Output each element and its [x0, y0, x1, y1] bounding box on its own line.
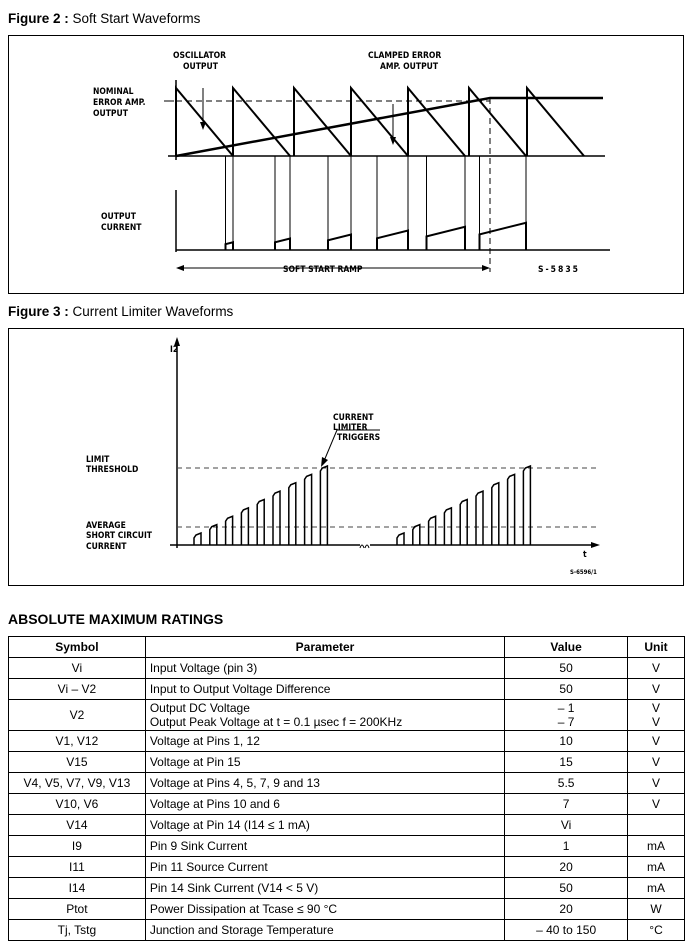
- svg-text:AMP. OUTPUT: AMP. OUTPUT: [380, 62, 439, 72]
- unit-cell-text: °C: [649, 923, 663, 937]
- parameter-cell: [145, 700, 504, 731]
- unit-cell: [628, 752, 685, 773]
- table-row: [9, 679, 685, 700]
- svg-text:THRESHOLD: THRESHOLD: [86, 465, 139, 475]
- parameter-cell-text: Voltage at Pin 14 (I14 ≤ 1 mA): [149, 818, 310, 832]
- table-header: [9, 637, 685, 658]
- parameter-cell-text: Voltage at Pins 4, 5, 7, 9 and 13: [149, 776, 320, 790]
- current-pulse: [257, 500, 264, 546]
- symbol-cell-text: Vi: [71, 661, 83, 675]
- unit-cell-text: V: [652, 701, 661, 715]
- unit-cell: [628, 920, 685, 941]
- table-row: [9, 773, 685, 794]
- value-cell-text: – 40 to 150: [536, 923, 597, 937]
- figure-2-labels: [93, 51, 580, 275]
- parameter-cell: [145, 679, 504, 700]
- value-cell: [505, 752, 628, 773]
- parameter-cell-text: Input to Output Voltage Difference: [149, 682, 331, 696]
- unit-cell: [628, 899, 685, 920]
- unit-cell: [628, 878, 685, 899]
- parameter-cell-text: Pin 9 Sink Current: [149, 839, 248, 853]
- current-pulse: [226, 516, 233, 545]
- oscillator-sawtooth: [408, 88, 465, 156]
- parameter-cell-text: Output Peak Voltage at t = 0.1 µsec f = 200KHz: [149, 715, 403, 729]
- value-cell: [505, 794, 628, 815]
- unit-cell: [628, 679, 685, 700]
- value-cell-text: 15: [559, 755, 573, 769]
- symbol-cell-text: Vi – V2: [57, 682, 97, 696]
- unit-cell-text: V: [652, 734, 661, 748]
- current-pulse: [492, 483, 499, 545]
- svg-text:LIMIT: LIMIT: [86, 455, 110, 465]
- unit-cell: [628, 836, 685, 857]
- svg-text:CURRENT: CURRENT: [86, 542, 127, 552]
- symbol-cell-text: V1, V12: [55, 734, 99, 748]
- unit-cell-text: mA: [647, 839, 665, 853]
- value-cell-text: 20: [559, 902, 573, 916]
- symbol-cell-text: Tj, Tstg: [57, 923, 97, 937]
- svg-text:TRIGGERS: TRIGGERS: [337, 433, 381, 443]
- parameter-cell-text: Voltage at Pins 10 and 6: [149, 797, 280, 811]
- value-cell-text: 10: [559, 734, 573, 748]
- symbol-cell: [9, 731, 146, 752]
- output-current-pulse: [480, 223, 527, 250]
- unit-cell-text: V: [652, 682, 661, 696]
- table-row: [9, 836, 685, 857]
- current-pulse: [508, 474, 515, 545]
- figure-3-labels: [86, 345, 597, 576]
- table-row: [9, 815, 685, 836]
- svg-text:ERROR AMP.: ERROR AMP.: [93, 98, 146, 108]
- parameter-cell-text: Pin 11 Source Current: [149, 860, 268, 874]
- current-pulse: [476, 491, 483, 545]
- svg-text:AVERAGE: AVERAGE: [86, 521, 126, 531]
- value-cell: [505, 679, 628, 700]
- value-cell-text: – 1: [557, 701, 575, 715]
- symbol-cell-text: I9: [71, 839, 82, 853]
- parameter-cell: [145, 836, 504, 857]
- svg-text:OUTPUT: OUTPUT: [101, 212, 136, 222]
- parameter-cell: [145, 731, 504, 752]
- oscillator-sawtooth: [233, 88, 290, 156]
- ratings-table: [8, 636, 685, 941]
- svg-text:t: t: [583, 550, 587, 560]
- output-current-pulse: [226, 242, 234, 250]
- current-pulse: [241, 508, 248, 545]
- figure-3-caption: Figure 3 : Current Limiter Waveforms: [8, 304, 234, 319]
- soft-start-waveform: [164, 80, 610, 272]
- value-cell: [505, 700, 628, 731]
- symbol-cell-text: V2: [69, 708, 85, 722]
- symbol-cell-text: I14: [68, 881, 86, 895]
- value-cell-text: 20: [559, 860, 573, 874]
- value-cell-text: 50: [559, 881, 573, 895]
- current-pulse: [523, 466, 530, 545]
- parameter-cell-text: Input Voltage (pin 3): [149, 661, 258, 675]
- current-pulse: [289, 483, 296, 545]
- symbol-cell: [9, 878, 146, 899]
- svg-text:I2: I2: [170, 345, 179, 355]
- value-cell: [505, 857, 628, 878]
- table-row: [9, 658, 685, 679]
- parameter-cell-text: Junction and Storage Temperature: [149, 923, 334, 937]
- unit-cell-text: V: [652, 661, 661, 675]
- symbol-cell: [9, 700, 146, 731]
- current-pulse: [413, 525, 420, 545]
- current-pulse: [305, 474, 312, 545]
- header-parameter: Parameter: [145, 637, 504, 658]
- svg-text:SOFT START RAMP: SOFT START RAMP: [283, 265, 363, 275]
- value-cell: [505, 773, 628, 794]
- value-cell-text: 5.5: [557, 776, 575, 790]
- symbol-cell: [9, 658, 146, 679]
- unit-cell: [628, 794, 685, 815]
- symbol-cell-text: I11: [69, 860, 85, 874]
- output-current-pulse: [377, 231, 408, 251]
- value-cell: [505, 731, 628, 752]
- header-value: Value: [505, 637, 628, 658]
- value-cell-text: 50: [559, 682, 573, 696]
- symbol-cell: [9, 773, 146, 794]
- current-pulse: [429, 516, 436, 545]
- oscillator-sawtooth: [176, 88, 233, 156]
- parameter-cell: [145, 899, 504, 920]
- svg-text:LIMITER: LIMITER: [333, 423, 368, 433]
- unit-cell-text: V: [652, 755, 661, 769]
- figure-2-caption: Figure 2 : Soft Start Waveforms: [8, 11, 201, 26]
- section-title: ABSOLUTE MAXIMUM RATINGS: [8, 611, 224, 627]
- symbol-cell: [9, 836, 146, 857]
- svg-text:CURRENT: CURRENT: [333, 413, 374, 423]
- table-row: [9, 794, 685, 815]
- unit-cell-text: V: [652, 776, 661, 790]
- svg-text:CLAMPED ERROR: CLAMPED ERROR: [368, 51, 442, 61]
- parameter-cell: [145, 794, 504, 815]
- current-pulse: [273, 491, 280, 545]
- symbol-cell: [9, 679, 146, 700]
- header-symbol: Symbol: [9, 637, 146, 658]
- symbol-cell: [9, 752, 146, 773]
- value-cell: [505, 658, 628, 679]
- symbol-cell-text: V14: [66, 818, 88, 832]
- svg-text:SHORT CIRCUIT: SHORT CIRCUIT: [86, 531, 153, 541]
- parameter-cell: [145, 658, 504, 679]
- unit-cell-text: W: [650, 902, 662, 916]
- parameter-cell: [145, 773, 504, 794]
- unit-cell: [628, 658, 685, 679]
- symbol-cell-text: Ptot: [66, 902, 88, 916]
- unit-cell-text: V: [652, 715, 661, 729]
- value-cell: [505, 920, 628, 941]
- svg-text:S-5835: S-5835: [538, 265, 580, 275]
- parameter-cell-text: Voltage at Pin 15: [149, 755, 241, 769]
- current-limiter-waveform: [170, 337, 600, 548]
- parameter-cell: [145, 878, 504, 899]
- parameter-cell: [145, 857, 504, 878]
- symbol-cell: [9, 794, 146, 815]
- symbol-cell: [9, 857, 146, 878]
- parameter-cell: [145, 752, 504, 773]
- output-current-pulse: [427, 227, 466, 250]
- value-cell: [505, 815, 628, 836]
- table-row: [9, 920, 685, 941]
- table-row: [9, 899, 685, 920]
- current-pulse: [194, 533, 201, 545]
- table-row: [9, 857, 685, 878]
- parameter-cell: [145, 815, 504, 836]
- parameter-cell-text: Voltage at Pins 1, 12: [149, 734, 260, 748]
- value-cell-text: – 7: [557, 715, 575, 729]
- table-row: [9, 878, 685, 899]
- current-pulse: [210, 525, 217, 545]
- svg-text:OUTPUT: OUTPUT: [183, 62, 218, 72]
- symbol-cell-text: V15: [66, 755, 88, 769]
- value-cell-text: 50: [559, 661, 573, 675]
- svg-text:OUTPUT: OUTPUT: [93, 109, 128, 119]
- unit-cell-text: mA: [647, 881, 665, 895]
- table-row: [9, 731, 685, 752]
- value-cell: [505, 836, 628, 857]
- header-unit: Unit: [628, 637, 685, 658]
- unit-cell-text: mA: [647, 860, 665, 874]
- svg-text:NOMINAL: NOMINAL: [93, 87, 134, 97]
- current-pulse: [460, 500, 467, 546]
- unit-cell: [628, 857, 685, 878]
- svg-text:CURRENT: CURRENT: [101, 223, 142, 233]
- current-pulse: [320, 466, 327, 545]
- symbol-cell: [9, 920, 146, 941]
- symbol-cell: [9, 815, 146, 836]
- unit-cell: [628, 700, 685, 731]
- symbol-cell-text: V10, V6: [55, 797, 99, 811]
- svg-text:S-6596/1: S-6596/1: [570, 569, 597, 576]
- svg-text:OSCILLATOR: OSCILLATOR: [173, 51, 227, 61]
- current-pulse: [397, 533, 404, 545]
- unit-cell-text: V: [652, 797, 661, 811]
- value-cell: [505, 878, 628, 899]
- table-row: [9, 752, 685, 773]
- current-pulse: [444, 508, 451, 545]
- unit-cell: [628, 731, 685, 752]
- parameter-cell-text: Output DC Voltage: [149, 701, 250, 715]
- parameter-cell-text: Power Dissipation at Tcase ≤ 90 °C: [149, 902, 338, 916]
- output-current-pulse: [328, 235, 351, 251]
- unit-cell: [628, 815, 685, 836]
- value-cell-text: Vi: [560, 818, 572, 832]
- symbol-cell-text: V4, V5, V7, V9, V13: [23, 776, 131, 790]
- value-cell-text: 7: [562, 797, 570, 811]
- symbol-cell: [9, 899, 146, 920]
- unit-cell: [628, 773, 685, 794]
- value-cell: [505, 899, 628, 920]
- table-row: [9, 700, 685, 731]
- parameter-cell: [145, 920, 504, 941]
- parameter-cell-text: Pin 14 Sink Current (V14 < 5 V): [149, 881, 319, 895]
- output-current-pulse: [275, 239, 290, 251]
- oscillator-sawtooth: [294, 88, 351, 156]
- value-cell-text: 1: [562, 839, 570, 853]
